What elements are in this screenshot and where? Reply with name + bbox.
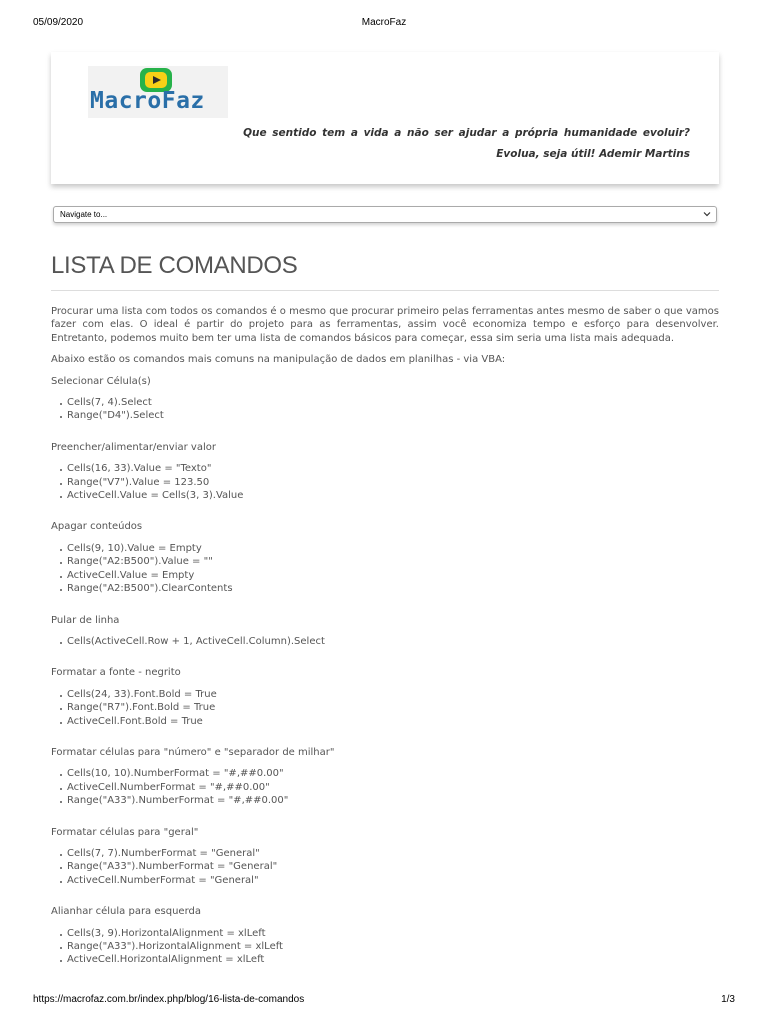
section-general-format [51,826,719,888]
section-title: Formatar células para "geral" [51,826,199,838]
site-logo[interactable] [88,66,228,118]
list-item: Range("A33").NumberFormat = "#,##0.00" [60,794,719,807]
list-item: ActiveCell.Font.Bold = True [60,715,719,728]
list-item: Cells(7, 7).NumberFormat = "General" [60,847,719,860]
command-list [51,927,719,967]
print-page-number: 1/3 [721,994,735,1005]
intro-paragraph: Procurar uma lista com todos os comandos é o mesmo que procurar primeiro pelas ferramentas antes mesmo de saber o que vamos fazer com elas. O ideal é partir do projeto para as ferramentas, assim você economiza tempo e esforço para desenvolver. Entretanto, podemos muito bem ter uma lista de comandos básicos para começar, essa sim seria uma lista mais adequada. [51,306,719,344]
section-title: Alianhar célula para esquerda [51,906,201,918]
list-item: Range("V7").Value = 123.50 [60,476,719,489]
print-url[interactable]: https://macrofaz.com.br/index.php/blog/16-lista-de-comandos [33,994,305,1005]
title-divider [51,290,719,291]
list-item: ActiveCell.HorizontalAlignment = xlLeft [60,953,719,966]
page-title: LISTA DE COMANDOS [51,252,298,279]
list-item: Cells(9, 10).Value = Empty [60,542,719,555]
print-title: MacroFaz [361,17,407,28]
tagline-author: Evolua, seja útil! Ademir Martins [496,148,690,160]
command-list [51,688,719,728]
list-item: ActiveCell.Value = Empty [60,569,719,582]
command-list [51,542,719,596]
command-list [51,635,719,648]
command-list [51,847,719,887]
lead-paragraph: Abaixo estão os comandos mais comuns na manipulação de dados em planilhas - via VBA: [51,354,506,366]
section-title: Apagar conteúdos [51,521,143,533]
section-title: Formatar a fonte - negrito [51,667,181,679]
section-next-row [51,614,719,649]
list-item: Range("A2:B500").ClearContents [60,582,719,595]
chevron-down-icon [703,210,711,218]
list-item: Cells(ActiveCell.Row + 1, ActiveCell.Column).Select [60,635,719,648]
list-item: Range("A33").NumberFormat = "General" [60,860,719,873]
list-item: ActiveCell.Value = Cells(3, 3).Value [60,489,719,502]
list-item: Cells(10, 10).NumberFormat = "#,##0.00" [60,767,719,780]
section-title: Preencher/alimentar/enviar valor [51,441,216,453]
command-list [51,396,719,423]
list-item: Range("R7").Font.Bold = True [60,701,719,714]
list-item: Cells(16, 33).Value = "Texto" [60,462,719,475]
command-list [51,767,719,807]
section-fill-value [51,441,719,503]
section-title: Pular de linha [51,614,120,626]
tagline-quote: Que sentido tem a vida a não ser ajudar a própria humanidade evoluir? [243,127,690,139]
print-date: 05/09/2020 [33,17,84,28]
list-item: Cells(3, 9).HorizontalAlignment = xlLeft [60,927,719,940]
list-item: Cells(24, 33).Font.Bold = True [60,688,719,701]
section-align-left [51,905,719,967]
section-font-bold [51,666,719,728]
section-number-format [51,746,719,808]
list-item: Range("D4").Select [60,409,719,422]
list-item: Range("A2:B500").Value = "" [60,555,719,568]
list-item: ActiveCell.NumberFormat = "General" [60,874,719,887]
section-select-cells [51,375,719,423]
navigate-select[interactable] [53,206,717,223]
section-title: Selecionar Célula(s) [51,375,151,387]
list-item: Range("A33").HorizontalAlignment = xlLeft [60,940,719,953]
list-item: ActiveCell.NumberFormat = "#,##0.00" [60,781,719,794]
article-body [51,305,719,967]
command-list [51,462,719,502]
list-item: Cells(7, 4).Select [60,396,719,409]
section-clear-contents [51,520,719,595]
logo-text: MacroFaz [90,88,205,114]
navigate-select-value: Navigate to... [60,210,108,219]
site-header [51,52,719,184]
section-title: Formatar células para "número" e "separador de milhar" [51,746,335,758]
